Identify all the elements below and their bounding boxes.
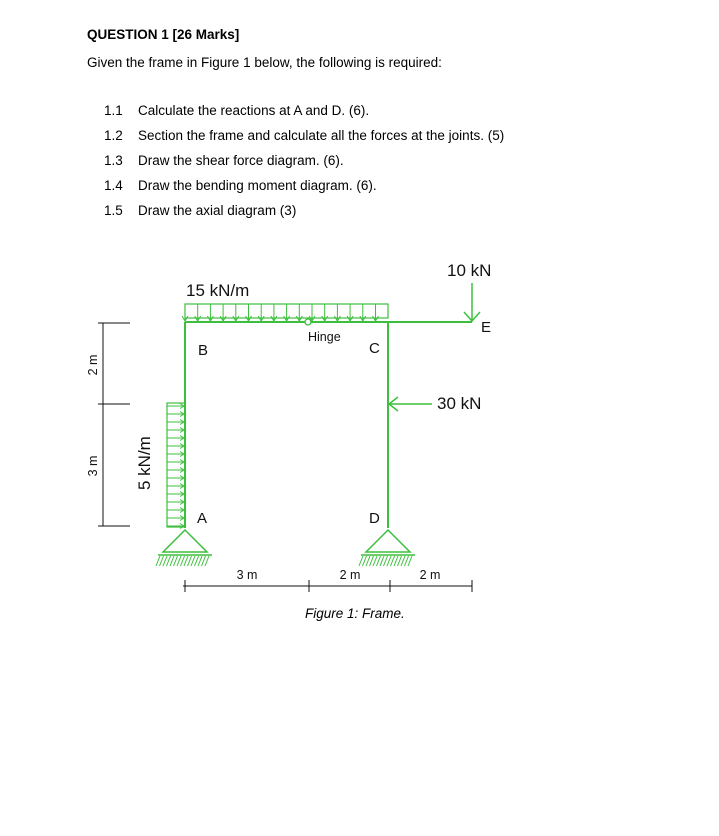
- dim-label-3m: 3 m: [236, 568, 258, 582]
- figure-caption: Figure 1: Frame.: [305, 606, 405, 621]
- point-load-10kn: [464, 283, 480, 321]
- ground-hatch: [181, 556, 185, 566]
- dim-label-2m-vertical: 2 m: [86, 354, 100, 376]
- dim-label-2m-right: 2 m: [419, 568, 441, 582]
- ground-hatch: [363, 556, 367, 566]
- node-label-e: E: [481, 319, 492, 336]
- dim-label-2m-center: 2 m: [339, 568, 361, 582]
- ground-hatch: [387, 556, 391, 566]
- ground-hatch: [398, 556, 402, 566]
- question-intro: Given the frame in Figure 1 below, the following is required:: [87, 55, 442, 70]
- ground-hatch: [184, 556, 188, 566]
- ground-hatch: [191, 556, 195, 566]
- pin-support-icon: [366, 530, 410, 552]
- frame-structure: [185, 319, 472, 528]
- ground-hatch: [202, 556, 206, 566]
- ground-hatch: [370, 556, 374, 566]
- ground-hatch: [405, 556, 409, 566]
- ground-hatch: [408, 556, 412, 566]
- task-text: Draw the axial diagram (3): [138, 203, 297, 218]
- ground-hatch: [366, 556, 370, 566]
- question-title: QUESTION 1 [26 Marks]: [87, 27, 240, 42]
- task-text: Section the frame and calculate all the forces at the joints. (5): [138, 128, 505, 143]
- point-load-side-label: 30 kN: [437, 394, 482, 413]
- ground-hatch: [174, 556, 178, 566]
- udl-side-label: 5 kN/m: [135, 436, 154, 490]
- node-label-d: D: [369, 510, 380, 527]
- node-label-c: C: [369, 340, 380, 357]
- task-number: 1.2: [104, 128, 123, 143]
- ground-hatch: [167, 556, 171, 566]
- ground-hatch: [401, 556, 405, 566]
- ground-hatch: [188, 556, 192, 566]
- task-text: Calculate the reactions at A and D. (6).: [138, 103, 370, 118]
- udl-top-label: 15 kN/m: [186, 281, 250, 300]
- ground-hatch: [177, 556, 181, 566]
- ground-hatch: [170, 556, 174, 566]
- task-number: 1.1: [104, 103, 123, 118]
- dim-label-3m-vertical: 3 m: [86, 455, 100, 477]
- task-text: Draw the shear force diagram. (6).: [138, 153, 344, 168]
- udl-top-load: [182, 304, 388, 321]
- udl-side-load: [167, 403, 185, 529]
- support-a: [156, 530, 212, 566]
- task-text: Draw the bending moment diagram. (6).: [138, 178, 377, 193]
- ground-hatch: [394, 556, 398, 566]
- ground-hatch: [156, 556, 160, 566]
- node-label-b: B: [198, 342, 209, 359]
- ground-hatch: [373, 556, 377, 566]
- hinge-icon: [305, 319, 311, 325]
- point-load-30kn: [389, 397, 432, 411]
- task-number: 1.3: [104, 153, 123, 168]
- ground-hatch: [377, 556, 381, 566]
- hinge-label: Hinge: [308, 330, 341, 344]
- pin-support-icon: [163, 530, 207, 552]
- task-number: 1.5: [104, 203, 123, 218]
- task-number: 1.4: [104, 178, 123, 193]
- ground-hatch: [195, 556, 199, 566]
- ground-hatch: [198, 556, 202, 566]
- ground-hatch: [160, 556, 164, 566]
- ground-hatch: [205, 556, 209, 566]
- node-label-a: A: [197, 510, 208, 527]
- ground-hatch: [359, 556, 363, 566]
- ground-hatch: [163, 556, 167, 566]
- ground-hatch: [380, 556, 384, 566]
- point-load-down-label: 10 kN: [447, 261, 492, 280]
- vertical-dimension: [98, 323, 130, 526]
- ground-hatch: [384, 556, 388, 566]
- support-d: [359, 530, 415, 566]
- ground-hatch: [391, 556, 395, 566]
